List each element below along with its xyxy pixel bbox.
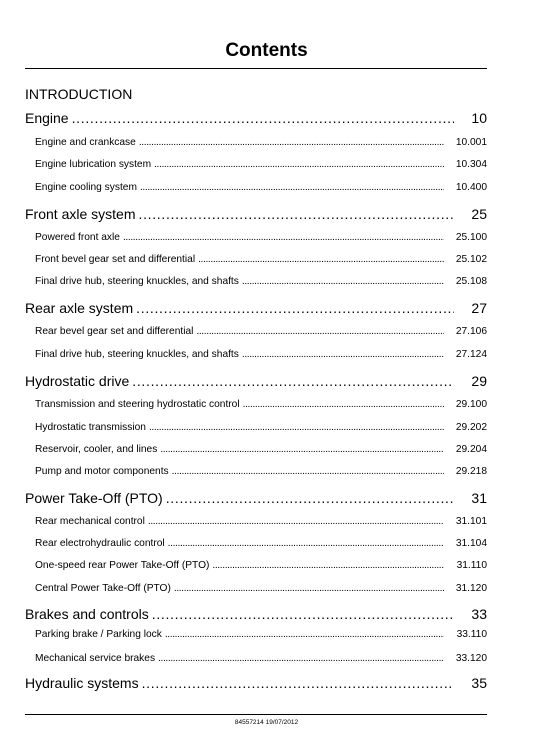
toc-item[interactable] (35, 254, 487, 265)
toc-item-label: Powered front axle (35, 232, 120, 243)
toc-section-page-number: 25 (471, 206, 487, 222)
toc-item[interactable] (35, 516, 487, 527)
toc-item[interactable] (35, 349, 487, 360)
dot-leader (149, 422, 444, 433)
toc-section[interactable] (25, 490, 487, 506)
toc-section[interactable] (25, 110, 487, 126)
top-divider (25, 68, 487, 69)
dot-leader (140, 182, 444, 193)
toc-item[interactable] (35, 326, 487, 337)
toc-item[interactable] (35, 583, 487, 594)
toc-item-label: Final drive hub, steering knuckles, and shafts (35, 276, 239, 287)
toc-item-page-number: 10.001 (455, 137, 487, 148)
toc-section-page-number: 27 (471, 300, 487, 316)
toc-item-label: Final drive hub, steering knuckles, and shafts (35, 349, 239, 360)
toc-section[interactable] (25, 675, 487, 691)
dot-leader (152, 606, 454, 622)
toc-item-page-number: 27.106 (455, 326, 487, 337)
dot-leader (198, 254, 444, 265)
dot-leader (212, 560, 444, 571)
toc-item-page-number: 33.110 (456, 629, 487, 640)
toc-section-label: Engine (25, 110, 69, 126)
toc-item-page-number: 25.100 (455, 232, 487, 243)
toc-section[interactable] (25, 606, 487, 622)
toc-item-page-number: 29.218 (455, 466, 487, 477)
dot-leader (138, 206, 454, 222)
toc-item-label: One-speed rear Power Take-Off (PTO) (35, 560, 210, 571)
dot-leader (142, 675, 454, 691)
toc-section-page-number: 33 (471, 606, 487, 622)
toc-item-label: Engine lubrication system (35, 159, 152, 170)
toc-item[interactable] (35, 444, 487, 455)
dot-leader (154, 159, 444, 170)
dot-leader (160, 444, 444, 455)
toc-section-page-number: 10 (471, 110, 487, 126)
dot-leader (123, 232, 444, 243)
dot-leader (165, 629, 444, 640)
page-title: Contents (225, 40, 308, 61)
toc-item-label: Central Power Take-Off (PTO) (35, 583, 171, 594)
toc-item-label: Transmission and steering hydrostatic control (35, 399, 240, 410)
toc-section-label: Brakes and controls (25, 606, 149, 622)
toc-item-label: Engine cooling system (35, 182, 137, 193)
bottom-divider (25, 714, 487, 715)
toc-item[interactable] (35, 182, 487, 193)
toc-item-page-number: 10.400 (455, 182, 487, 193)
toc-section[interactable] (25, 300, 487, 316)
toc-item-label: Front bevel gear set and differential (35, 254, 196, 265)
toc-section-label: Hydrostatic drive (25, 373, 130, 389)
dot-leader (158, 653, 444, 664)
toc-item-label: Mechanical service brakes (35, 653, 156, 664)
toc-item-page-number: 10.304 (455, 159, 487, 170)
toc-item-label: Pump and motor components (35, 466, 169, 477)
toc-item[interactable] (35, 232, 487, 243)
toc-section-page-number: 31 (471, 490, 487, 506)
toc-item-label: Engine and crankcase (35, 137, 136, 148)
toc-item-label: Rear electrohydraulic control (35, 538, 165, 549)
toc-item-page-number: 31.101 (455, 516, 487, 527)
toc-item-page-number: 31.104 (455, 538, 487, 549)
toc-section-page-number: 35 (471, 675, 487, 691)
toc-item-label: Reservoir, cooler, and lines (35, 444, 158, 455)
toc-item[interactable] (35, 276, 487, 287)
dot-leader (172, 466, 444, 477)
toc-section-page-number: 29 (471, 373, 487, 389)
dot-leader (132, 373, 454, 389)
dot-leader (139, 137, 444, 148)
toc-item-page-number: 29.100 (455, 399, 487, 410)
toc-item[interactable] (35, 560, 487, 571)
toc-item-page-number: 27.124 (455, 349, 487, 360)
toc-item-page-number: 25.102 (455, 254, 487, 265)
dot-leader (166, 490, 454, 506)
toc-item-page-number: 31.120 (455, 583, 487, 594)
toc-section[interactable] (25, 206, 487, 222)
toc-section-label: Front axle system (25, 206, 136, 222)
toc-item-page-number: 31.110 (456, 560, 487, 571)
toc-section-label: Hydraulic systems (25, 675, 139, 691)
toc-item[interactable] (35, 422, 487, 433)
toc-item-label: Rear bevel gear set and differential (35, 326, 194, 337)
toc-section-label: Power Take-Off (PTO) (25, 490, 163, 506)
toc-item-page-number: 33.120 (455, 653, 487, 664)
toc-item-page-number: 29.202 (455, 422, 487, 433)
toc-item[interactable] (35, 653, 487, 664)
dot-leader (136, 300, 454, 316)
toc-item-label: Parking brake / Parking lock (35, 629, 162, 640)
dot-leader (243, 399, 444, 410)
dot-leader (72, 110, 454, 126)
toc-item[interactable] (35, 629, 487, 640)
dot-leader (242, 349, 444, 360)
toc-item[interactable] (35, 137, 487, 148)
footer-doc-number-date: 84557214 19/07/2012 (234, 719, 299, 726)
dot-leader (174, 583, 444, 594)
toc-item[interactable] (35, 466, 487, 477)
toc-item[interactable] (35, 399, 487, 410)
toc-item-label: Rear mechanical control (35, 516, 145, 527)
toc-section-label: Rear axle system (25, 300, 134, 316)
dot-leader (242, 276, 444, 287)
dot-leader (148, 516, 444, 527)
dot-leader (196, 326, 444, 337)
toc-section[interactable] (25, 373, 487, 389)
toc-item-page-number: 25.108 (455, 276, 487, 287)
toc-item-label: Hydrostatic transmission (35, 422, 146, 433)
introduction-heading: INTRODUCTION (25, 86, 133, 102)
toc-item-page-number: 29.204 (455, 444, 487, 455)
dot-leader (168, 538, 444, 549)
toc-item[interactable] (35, 538, 487, 549)
toc-item[interactable] (35, 159, 487, 170)
